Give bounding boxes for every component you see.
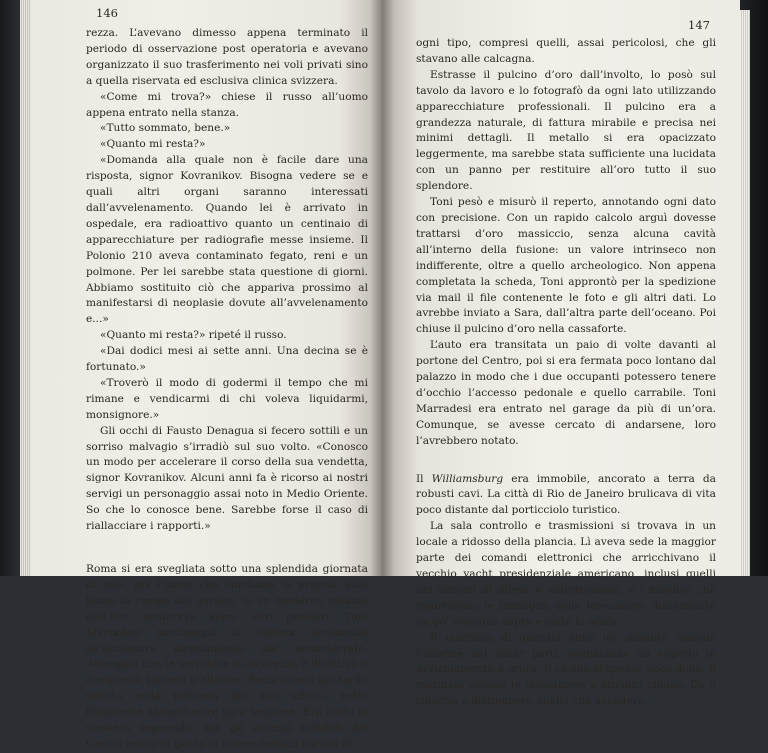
paragraph: Roma si era svegliata sotto una splendida giornata di sole, ma l’uomo che condusse la propria auto lungo la rampa del garage, in un moderno palazzo dell’Eur, sembrava avere altri pensieri. Toni Marradesi parcheggiò la vettura accedendo all’ascensore direttamente dal seminterrato. Armeggiò con le serrature di sicurezza e disattivò il complesso sistema d’allarme. Pochi istanti più tardi, seduto nella poltrona del suo ufficio, potté finalmente abbandonare ogni tensione. Era certo lo stessero seguendo, ma gli accessi blindati del Centro erano in grado di tenere lontani curiosi di bbox=[86, 563, 368, 750]
paragraph-lead: Il bbox=[416, 472, 432, 485]
paragraph: Gli occhi di Fausto Denagua si fecero sottili e un sorriso malvagio s’irradiò sul suo volto. «Conosco un modo per accelerare il corso della sua vendetta, signor Kovranikov. Alcuni anni fa è ricorso ai nostri servigi un personaggio assai noto in Medio Oriente. So che lo conosce bene. Sarebbe forse il caso di riallacciare i rapporti.» bbox=[86, 424, 368, 533]
paragraph: «Come mi trova?» chiese il russo all’uomo appena entrato nella stanza. bbox=[86, 90, 368, 119]
paragraph-rest: era immobile, ancorato a terra da robusti cavi. La città di Rio de Janeiro brulicava di vita poco distante dal porticciolo turistico. bbox=[416, 472, 716, 517]
paragraph: «Troverò il modo di godermi il tempo che mi rimane e vendicarmi di chi voleva liquidarmi, monsignore.» bbox=[86, 376, 368, 421]
page-number: 147 bbox=[688, 18, 710, 32]
paragraph: «Dai dodici mesi ai sette anni. Una decina se è fortunato.» bbox=[86, 345, 368, 374]
paragraph: «Quanto mi resta?» bbox=[100, 138, 206, 151]
paragraph: Toni pesò e misurò il reperto, annotando ogni dato con precisione. Con un rapido calcolo arguì dovesse trattarsi d’oro massiccio, senza alcuna cavità all’interno della fusione: un valore intrinseco non indifferente, oltre a quello archeologico. Non appena completata la scheda, Toni approntò per la spedizione via mail il file contenente le foto e gli altri dati. Lo avrebbe inviato a Sara, dall’altra parte dell’oceano. Poi chiuse il pulcino d’oro nella cassaforte. bbox=[416, 196, 716, 336]
left-page-text bbox=[86, 26, 368, 753]
paragraph: La sala controllo e trasmissioni si trovava in un locale a ridosso della plancia. Lì aveva sede la maggior parte dei comandi elettronici che arricchivano il vecchio yacht presidenziale americano, inclusi quelli dei sistemi di difesa e antintrusione, e i monitor che riportavano le immagini delle telecamere disseminate un po’ ovunque sopra e sotto lo scafo. bbox=[416, 520, 716, 628]
right-page-text bbox=[416, 36, 716, 710]
ship-name: Williamsburg bbox=[431, 472, 504, 485]
page-number: 146 bbox=[96, 6, 118, 20]
paragraph: Estrasse il pulcino d’oro dall’involto, lo posò sul tavolo da lavoro e lo fotografò da ogni lato utilizzando apparecchiature professionali. Il pulcino era a grandezza naturale, di fattura mirabile e precisa nei minimi dettagli. Il metallo si era opacizzato leggermente, ma sarebbe stata sufficiente una lucidata con un panno per restituire all’oro tutto il suo splendore. bbox=[416, 68, 716, 193]
paragraph: rezza. L’avevano dimesso appena terminato il periodo di osservazione post operatoria e avevano organizzato il suo trasferimento nei voli privati sino a quella riservata ed esclusiva clinica svizzera. bbox=[86, 27, 368, 87]
paragraph: «Domanda alla quale non è facile dare una risposta, signor Kovranikov. Bisogna vedere se e quali altri organi saranno interessati dall’avvelenamento. Quando lei è arrivato in ospedale, era radioattivo quanto un centinaio di apparecchiature per radiografie messe insieme. Il Polonio 210 aveva contaminato fegato, reni e un polmone. Per lei sarebbe stata questione di giorni. Abbiamo sostituito ciò che appariva prossimo al manifestarsi di neoplasie dovute all’avvelenamento e...» bbox=[86, 154, 368, 326]
paragraph: L’auto era transitata un paio di volte davanti al portone del Centro, poi si era fermata poco lontano dal palazzo in modo che i due occupanti potessero tenere d’occhio l’accesso pedonale e quello carrabile. Toni Marradesi era entrato nel garage da più di un’ora. Comunque, se avesse cercato di andarsene, loro l’avrebbero notato. bbox=[416, 339, 716, 447]
left-page bbox=[30, 0, 382, 750]
book-gutter-shadow bbox=[370, 0, 394, 576]
paragraph bbox=[416, 472, 716, 520]
paragraph: Il marinaio di guardia ebbe un sussulto quando l’allarme del sonar partì, segnalando un oggetto in avvicinamento a prora. Il cicalio si spense poco dopo. Il marinaio visionò le telecamere a circuito chiuso. Da lì riusciva a distinguere quello che accadeva bbox=[416, 631, 716, 708]
paragraph: «Quanto mi resta?» ripeté il russo. bbox=[100, 329, 287, 342]
paragraph: ogni tipo, compresi quelli, assai pericolosi, che gli stavano alle calcagna. bbox=[416, 37, 716, 65]
right-page bbox=[382, 0, 740, 708]
paragraph: «Tutto sommato, bene.» bbox=[100, 122, 231, 135]
